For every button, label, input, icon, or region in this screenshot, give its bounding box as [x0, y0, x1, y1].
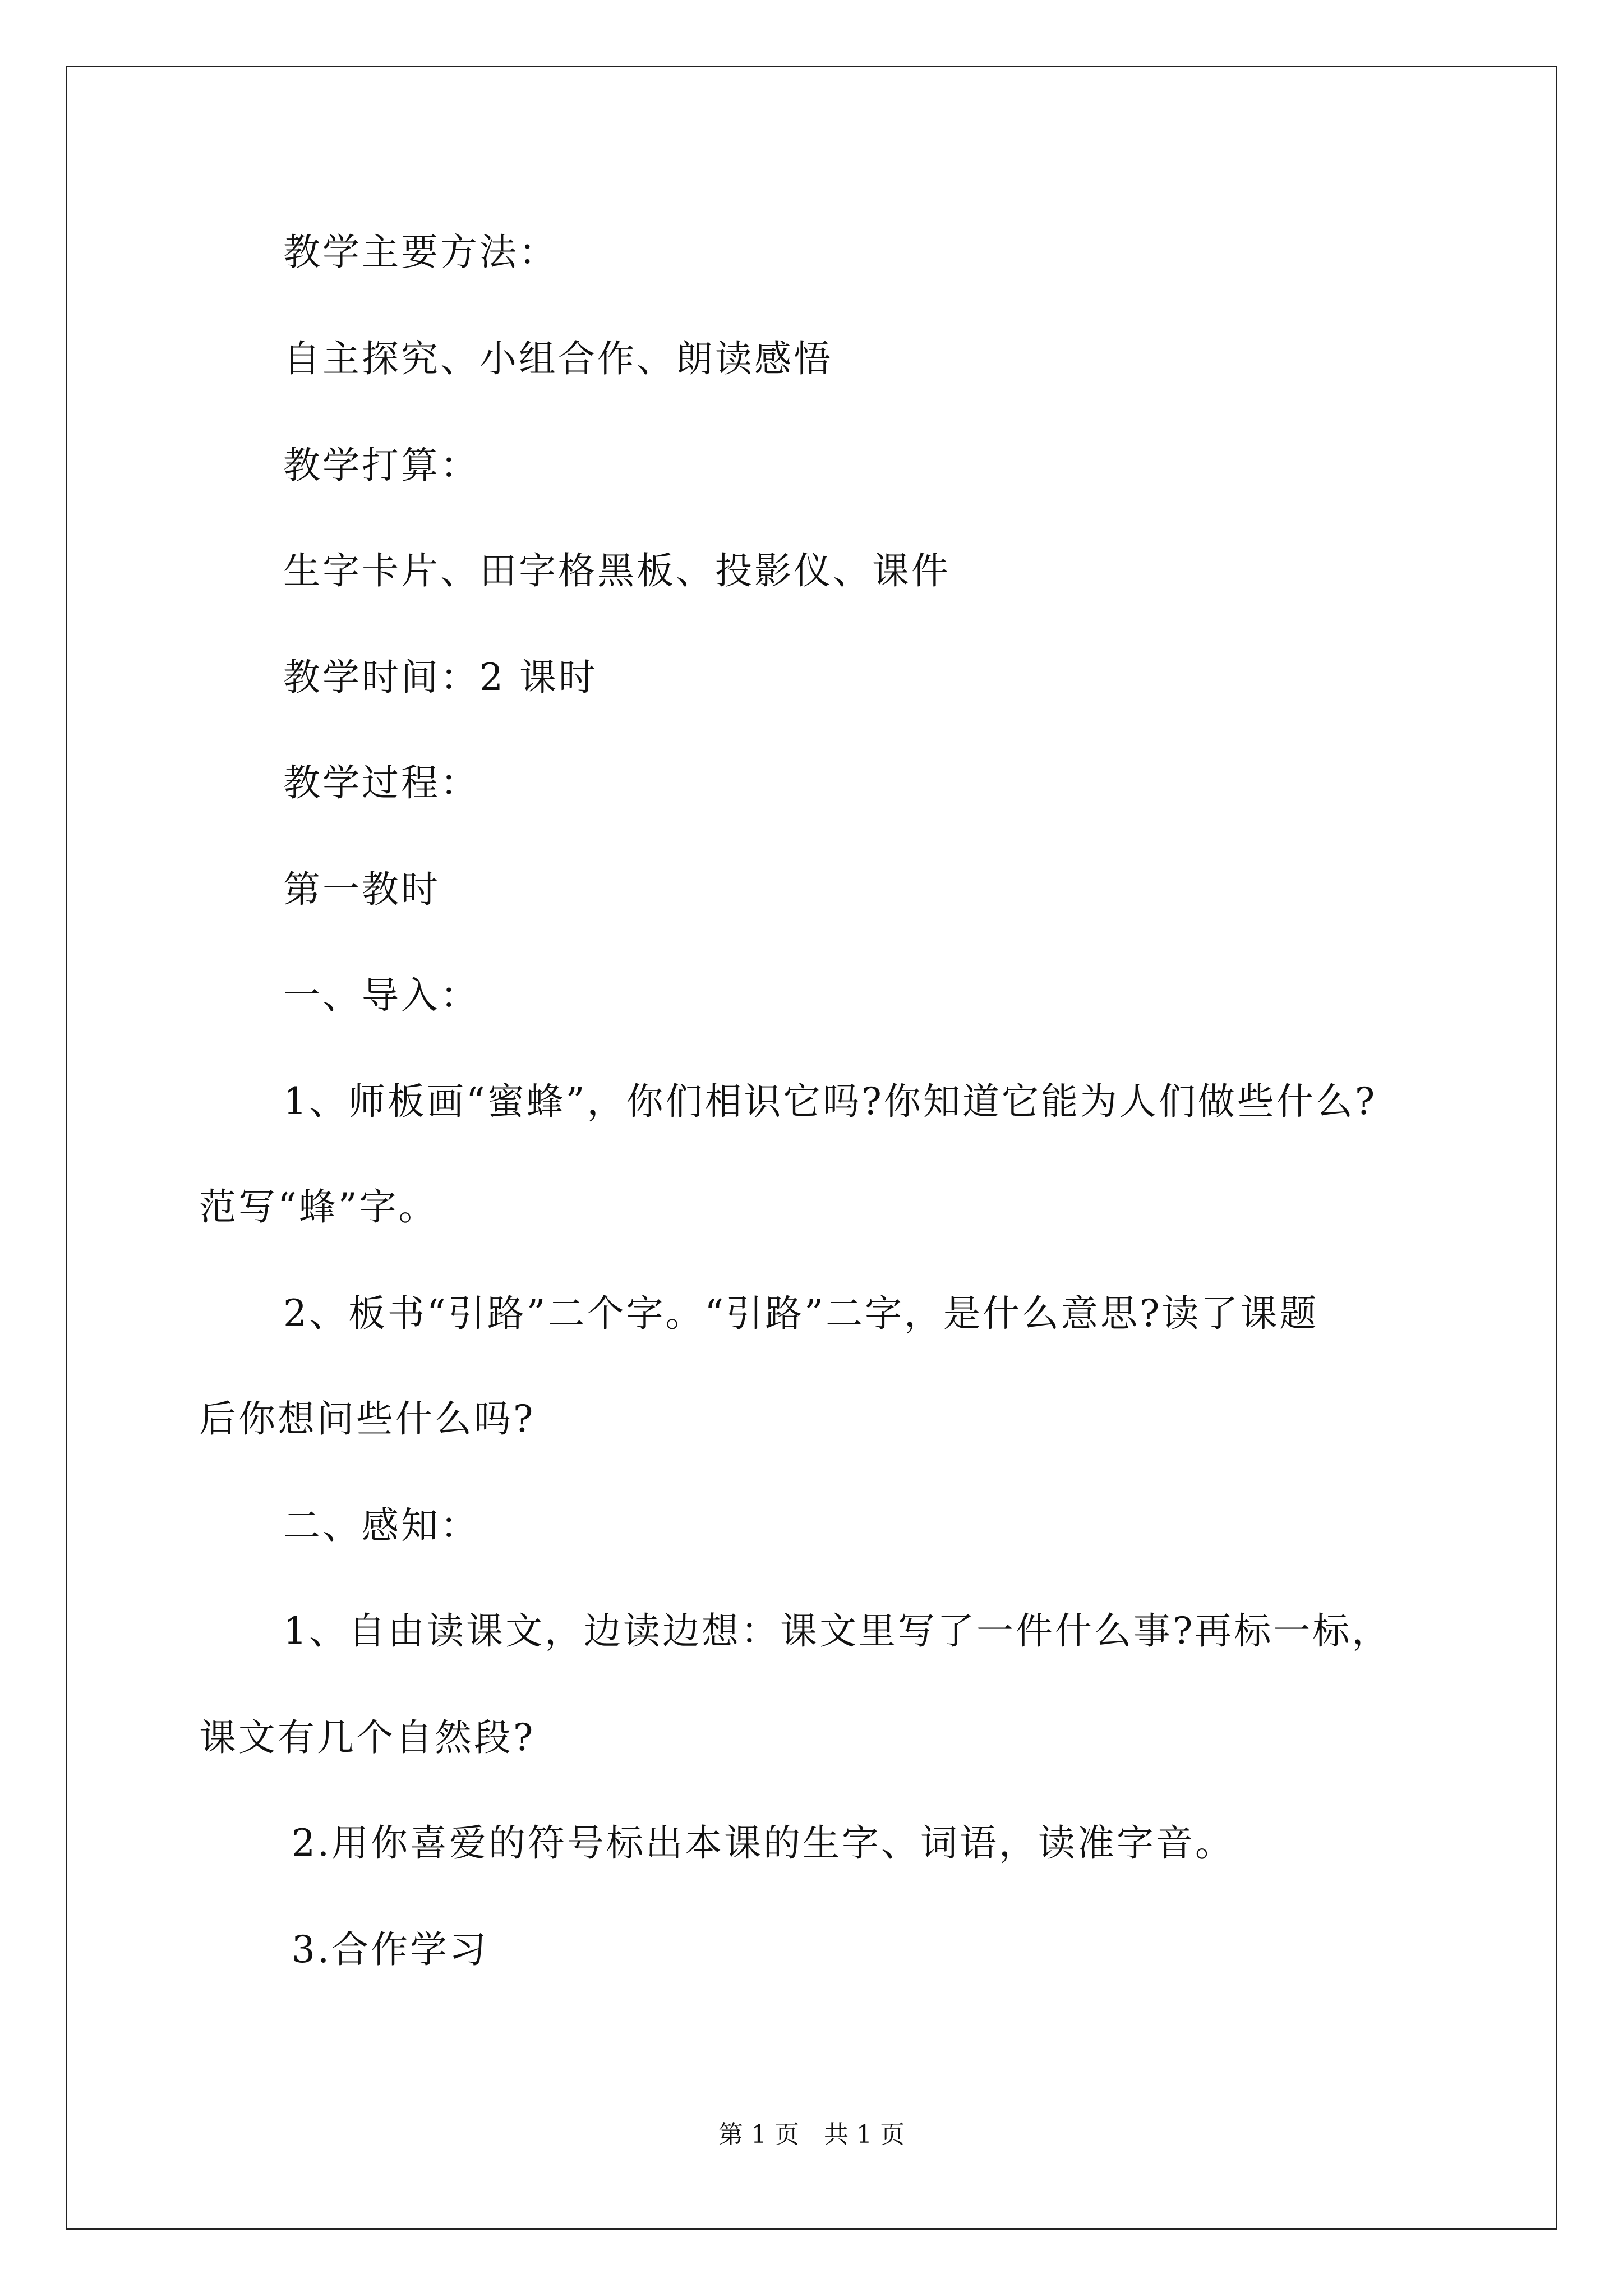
text-line: 第一教时 [283, 868, 440, 911]
text-line: 自主探究、小组合作、朗读感悟 [283, 337, 833, 380]
text-line: 教学过程： [283, 761, 479, 804]
text-line: 教学时间：2 课时 [283, 656, 598, 699]
text-line: 2.用你喜爱的符号标出本课的生字、词语，读准字音。 [292, 1821, 1234, 1865]
text-line: 1、师板画“蜜蜂”，你们相识它吗?你知道它能为人们做些什么? [283, 1080, 1377, 1123]
text-line: 后你想问些什么吗? [199, 1397, 536, 1441]
text-line: 生字卡片、田字格黑板、投影仪、课件 [283, 549, 951, 592]
text-line: 范写“蜂”字。 [199, 1185, 438, 1228]
page-footer: 第 1 页 共 1 页 [718, 2120, 905, 2149]
text-line: 2、板书“引路”二个字。“引路”二字，是什么意思?读了课题 [283, 1292, 1319, 1335]
text-line: 二、感知： [283, 1504, 479, 1547]
page-border [66, 66, 1557, 2230]
text-line: 3.合作学习 [292, 1928, 488, 1971]
text-line: 课文有几个自然段? [199, 1716, 536, 1759]
text-line: 1、自由读课文，边读边想：课文里写了一件什么事?再标一标， [283, 1609, 1391, 1653]
text-line: 一、导入： [283, 974, 479, 1017]
text-line: 教学主要方法： [283, 231, 558, 274]
text-line: 教学打算： [283, 444, 479, 487]
